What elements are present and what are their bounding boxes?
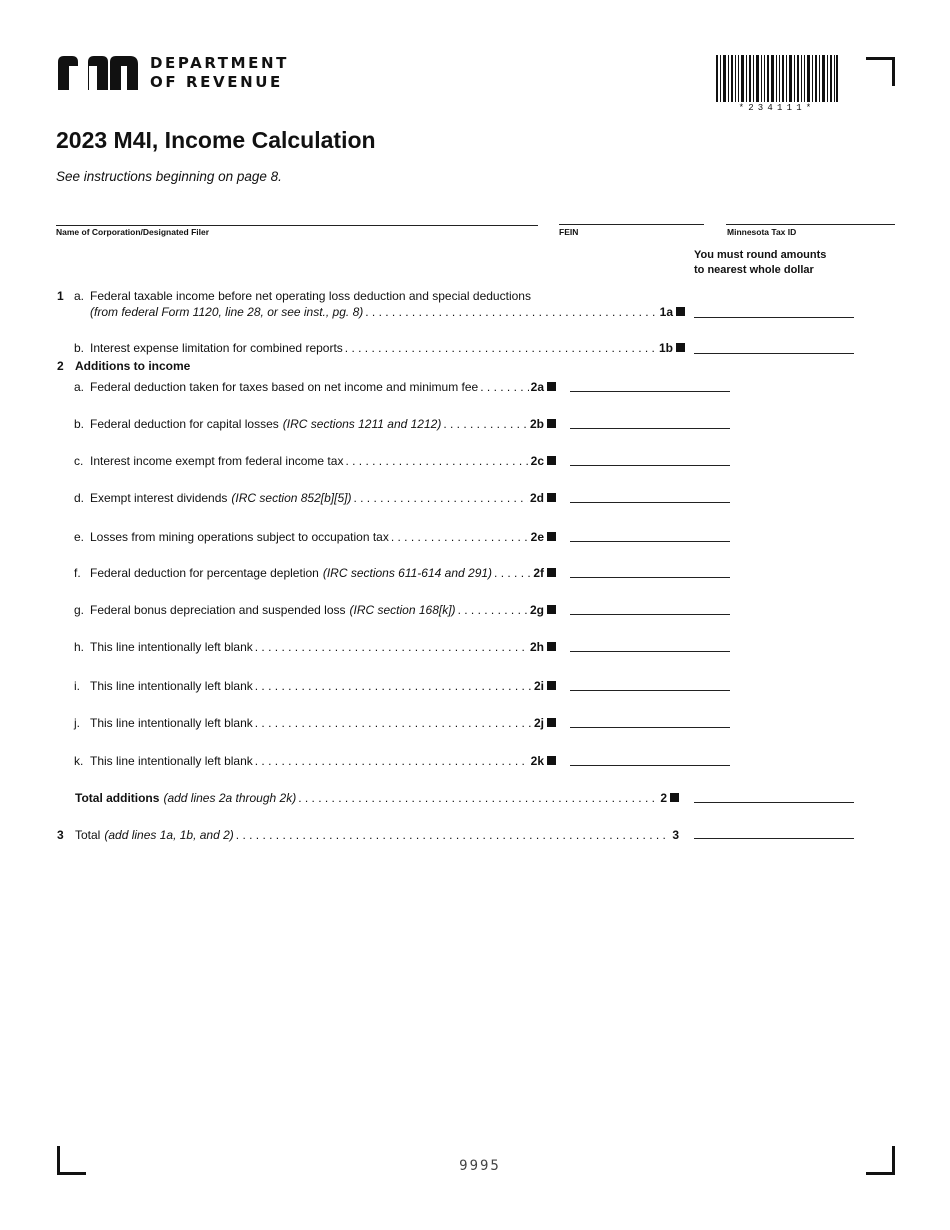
line-2g-prefix: g. (74, 603, 85, 617)
line-2e-code: 2e (530, 530, 544, 544)
line-2f (74, 566, 556, 580)
line-2a-amount-field[interactable] (570, 391, 730, 392)
entry-marker-icon (547, 419, 556, 428)
rounding-note-line2: to nearest whole dollar (694, 264, 814, 276)
line-1b (74, 341, 685, 355)
entry-marker-icon (547, 718, 556, 727)
line-2i-prefix: i. (74, 679, 80, 693)
line-number-1: 1 (57, 289, 64, 303)
line-2f-amount-field[interactable] (570, 577, 730, 578)
line-2b-amount-field[interactable] (570, 428, 730, 429)
line-2b-text: Federal deduction for capital losses (90, 417, 279, 431)
line-2k-prefix: k. (74, 754, 84, 768)
entry-marker-icon (547, 382, 556, 391)
total-additions-code: 2 (660, 791, 667, 805)
line-3-amount-field[interactable] (694, 838, 854, 839)
fein-field[interactable] (559, 224, 704, 225)
line-2a (74, 380, 556, 394)
entry-marker-icon (676, 343, 685, 352)
line-3-note: (add lines 1a, 1b, and 2) (104, 828, 234, 842)
line-2f-note: (IRC sections 611-614 and 291) (322, 566, 493, 580)
line-2f-text: Federal deduction for percentage depletion (90, 566, 319, 580)
name-field[interactable] (56, 225, 538, 226)
line-2i (74, 679, 556, 693)
line-2j (74, 716, 556, 730)
line-2g-note: (IRC section 168[k]) (349, 603, 456, 617)
tax-id-field[interactable] (726, 224, 895, 225)
line-2g-amount-field[interactable] (570, 614, 730, 615)
barcode-text: *234111* (738, 103, 816, 113)
line-2d (74, 491, 556, 505)
line-2d-note: (IRC section 852[b][5]) (231, 491, 352, 505)
line-2c-prefix: c. (74, 454, 84, 468)
line-2e (74, 530, 556, 544)
entry-marker-icon (547, 493, 556, 502)
crop-mark-top-right (866, 57, 895, 86)
entry-marker-icon (670, 793, 679, 802)
barcode (716, 55, 838, 102)
line-2h-code: 2h (529, 640, 544, 654)
line-1a-source: (from federal Form 1120, line 28, or see inst., pg. 8) (90, 305, 364, 319)
entry-marker-icon (676, 307, 685, 316)
total-additions-label: Total additions (75, 791, 160, 805)
line-2j-text: This line intentionally left blank (90, 716, 253, 730)
total-additions-amount-field[interactable] (694, 802, 854, 803)
line-1a-prefix: a. (74, 289, 85, 303)
line-1a-amount-field[interactable] (694, 317, 854, 318)
line-2e-prefix: e. (74, 530, 85, 544)
line-1b-amount-field[interactable] (694, 353, 854, 354)
line-1a (90, 305, 685, 319)
line-2a-text: Federal deduction taken for taxes based on net income and minimum fee (90, 380, 479, 394)
total-additions-note: (add lines 2a through 2k) (163, 791, 297, 805)
page-number: 9995 (459, 1158, 501, 1174)
entry-marker-icon (547, 605, 556, 614)
fein-field-label: FEIN (559, 227, 579, 237)
line-2c-code: 2c (530, 454, 544, 468)
line-2g-text: Federal bonus depreciation and suspended loss (90, 603, 346, 617)
line-2h-amount-field[interactable] (570, 651, 730, 652)
tax-id-field-label: Minnesota Tax ID (727, 227, 797, 237)
entry-marker-icon (547, 568, 556, 577)
instructions-note: See instructions beginning on page 8. (56, 169, 282, 184)
additions-heading: Additions to income (75, 359, 191, 373)
line-2i-text: This line intentionally left blank (90, 679, 253, 693)
line-2d-amount-field[interactable] (570, 502, 730, 503)
entry-marker-icon (547, 642, 556, 651)
line-1a-text: Federal taxable income before net operating loss deduction and special deductions (90, 289, 531, 303)
entry-marker-icon (547, 681, 556, 690)
line-2e-amount-field[interactable] (570, 541, 730, 542)
line-2i-code: 2i (533, 679, 544, 693)
line-2a-code: 2a (530, 380, 544, 394)
line-2h (74, 640, 556, 654)
line-1b-prefix: b. (74, 341, 85, 355)
line-2c-text: Interest income exempt from federal income tax (90, 454, 344, 468)
line-2d-text: Exempt interest dividends (90, 491, 228, 505)
entry-marker-icon (547, 756, 556, 765)
rounding-note (694, 248, 826, 278)
line-2i-amount-field[interactable] (570, 690, 730, 691)
line-2c-amount-field[interactable] (570, 465, 730, 466)
line-2b-prefix: b. (74, 417, 85, 431)
line-1b-text: Interest expense limitation for combined reports (90, 341, 343, 355)
line-1b-code: 1b (658, 341, 673, 355)
line-2f-prefix: f. (74, 566, 81, 580)
department-name-line1: DEPARTMENT (150, 54, 289, 72)
line-2f-code: 2f (533, 566, 544, 580)
line-2d-code: 2d (529, 491, 544, 505)
line-2k-code: 2k (530, 754, 544, 768)
line-2b-note: (IRC sections 1211 and 1212) (282, 417, 442, 431)
line-2b-code: 2b (529, 417, 544, 431)
mn-logo (58, 56, 138, 90)
entry-marker-icon (547, 456, 556, 465)
department-name-line2: OF REVENUE (150, 73, 283, 91)
line-3-code: 3 (672, 828, 679, 842)
line-2k-text: This line intentionally left blank (90, 754, 253, 768)
line-number-2: 2 (57, 359, 64, 373)
line-2c (74, 454, 556, 468)
line-2j-amount-field[interactable] (570, 727, 730, 728)
line-2b (74, 417, 556, 431)
line-2h-prefix: h. (74, 640, 85, 654)
line-1a-heading (74, 289, 531, 303)
name-field-label: Name of Corporation/Designated Filer (56, 227, 210, 237)
line-2g-code: 2g (529, 603, 544, 617)
rounding-note-line1: You must round amounts (694, 249, 827, 261)
line-2e-text: Losses from mining operations subject to occupation tax (90, 530, 389, 544)
line-1a-code: 1a (659, 305, 673, 319)
line-2j-prefix: j. (74, 716, 80, 730)
line-2h-text: This line intentionally left blank (90, 640, 253, 654)
line-3 (75, 828, 679, 842)
line-2j-code: 2j (533, 716, 544, 730)
line-2k (74, 754, 556, 768)
line-2g (74, 603, 556, 617)
line-2a-prefix: a. (74, 380, 85, 394)
entry-marker-icon (547, 532, 556, 541)
line-3-label: Total (75, 828, 101, 842)
form-title: 2023 M4I, Income Calculation (56, 127, 376, 153)
line-number-3: 3 (57, 828, 64, 842)
line-2k-amount-field[interactable] (570, 765, 730, 766)
total-additions-line (75, 791, 679, 805)
line-2d-prefix: d. (74, 491, 85, 505)
